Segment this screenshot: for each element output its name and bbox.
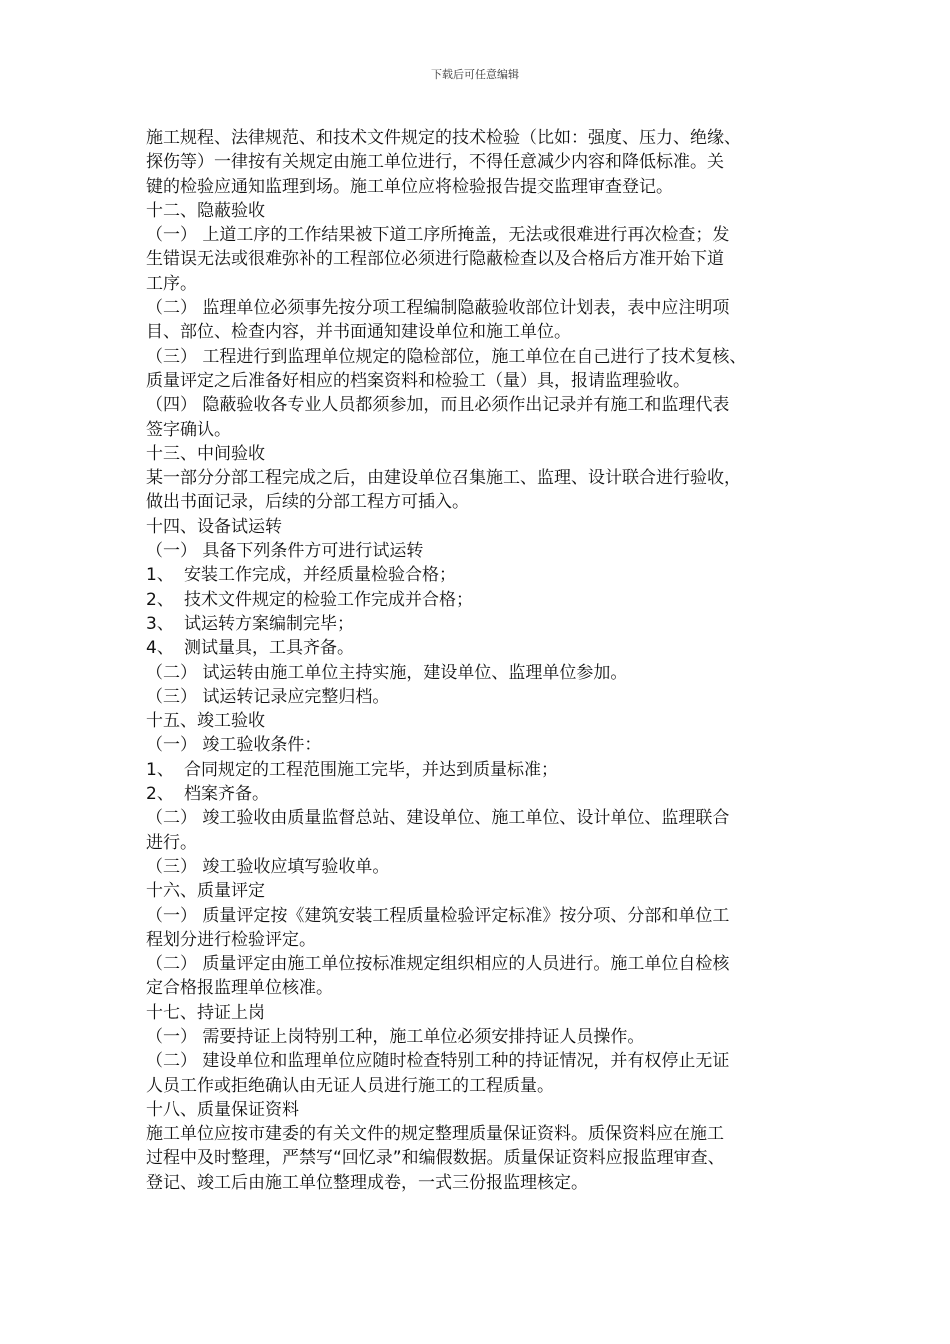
list-number: 3、 [146, 613, 174, 634]
text-line: （一） 具备下列条件方可进行试运转 [146, 541, 424, 562]
text-line: （三） 竣工验收应填写验收单。 [146, 856, 390, 877]
text-line [146, 612, 810, 636]
text-line: （二） 质量评定由施工单位按标准规定组织相应的人员进行。施工单位自检核 [146, 954, 730, 975]
text-line: 十八、质量保证资料 [146, 1099, 299, 1120]
list-item-text: 试运转方案编制完毕； [184, 613, 354, 634]
list-item-text: 档案齐备。 [184, 784, 269, 805]
text-line: （一） 上道工序的工作结果被下道工序所掩盖，无法或很难进行再次检查；发 [146, 225, 730, 246]
text-line [146, 636, 810, 660]
list-number: 4、 [146, 638, 174, 659]
text-line: （二） 试运转由施工单位主持实施，建设单位、监理单位参加。 [146, 662, 628, 683]
text-line: 登记、竣工后由施工单位整理成卷，一式三份报监理核定。 [146, 1172, 588, 1193]
text-line: （三） 试运转记录应完整归档。 [146, 686, 390, 707]
text-line: （一） 需要持证上岗特别工种，施工单位必须安排持证人员操作。 [146, 1026, 645, 1047]
text-line: 十四、设备试运转 [146, 516, 282, 537]
text-line: 签字确认。 [146, 419, 231, 440]
text-line [146, 782, 810, 806]
list-number: 1、 [146, 759, 174, 780]
text-line: 人员工作或拒绝确认由无证人员进行施工的工程质量。 [146, 1075, 554, 1096]
text-line: 进行。 [146, 832, 197, 853]
text-line: 过程中及时整理，严禁写“回忆录”和编假数据。质量保证资料应报监理审查、 [146, 1148, 725, 1169]
text-line: （二） 监理单位必须事先按分项工程编制隐蔽验收部位计划表，表中应注明项 [146, 298, 730, 319]
text-line: 十五、竣工验收 [146, 711, 265, 732]
text-line: 十六、质量评定 [146, 881, 265, 902]
list-item-text: 测试量具，工具齐备。 [184, 638, 354, 659]
text-line: 十二、隐蔽验收 [146, 200, 265, 221]
text-line: 程划分进行检验评定。 [146, 929, 316, 950]
text-line: （四） 隐蔽验收各专业人员都须参加，而且必须作出记录并有施工和监理代表 [146, 395, 730, 416]
text-line: 施工单位应按市建委的有关文件的规定整理质量保证资料。质保资料应在施工 [146, 1124, 724, 1145]
list-item-text: 安装工作完成，并经质量检验合格； [184, 565, 456, 586]
list-number: 2、 [146, 784, 174, 805]
list-number: 2、 [146, 589, 174, 610]
page-header: 下载后可任意编辑 [431, 68, 519, 81]
text-line [146, 758, 810, 782]
text-line: 生错误无法或很难弥补的工程部位必须进行隐蔽检查以及合格后方准开始下道 [146, 249, 724, 270]
list-number: 1、 [146, 565, 174, 586]
text-line: （一） 竣工验收条件： [146, 735, 322, 756]
text-line: （二） 建设单位和监理单位应随时检查特别工种的持证情况，并有权停止无证 [146, 1051, 730, 1072]
text-line: 做出书面记录，后续的分部工程方可插入。 [146, 492, 469, 513]
text-line: （二） 竣工验收由质量监督总站、建设单位、施工单位、设计单位、监理联合 [146, 808, 730, 829]
text-line: 十七、持证上岗 [146, 1002, 265, 1023]
text-line: 目、部位、检查内容，并书面通知建设单位和施工单位。 [146, 322, 571, 343]
text-line: 定合格报监理单位核准。 [146, 978, 333, 999]
text-line [146, 588, 810, 612]
list-item-text: 合同规定的工程范围施工完毕，并达到质量标准； [184, 759, 558, 780]
list-item-text: 技术文件规定的检验工作完成并合格； [184, 589, 473, 610]
document-body [146, 126, 810, 1195]
text-line: 探伤等）一律按有关规定由施工单位进行，不得任意减少内容和降低标准。关 [146, 152, 724, 173]
text-line: （一） 质量评定按《建筑安装工程质量检验评定标准》按分项、分部和单位工 [146, 905, 730, 926]
text-line: 某一部分分部工程完成之后，由建设单位召集施工、监理、设计联合进行验收， [146, 468, 741, 489]
text-line: 工序。 [146, 273, 197, 294]
text-line: 质量评定之后准备好相应的档案资料和检验工（量）具，报请监理验收。 [146, 370, 690, 391]
text-line: 十三、中间验收 [146, 443, 265, 464]
text-line: （三） 工程进行到监理单位规定的隐检部位，施工单位在自己进行了技术复核、 [146, 346, 747, 367]
text-line: 施工规程、法律规范、和技术文件规定的技术检验（比如：强度、压力、绝缘、 [146, 128, 741, 148]
text-line [146, 563, 810, 587]
text-line: 键的检验应通知监理到场。施工单位应将检验报告提交监理审查登记。 [146, 176, 673, 197]
